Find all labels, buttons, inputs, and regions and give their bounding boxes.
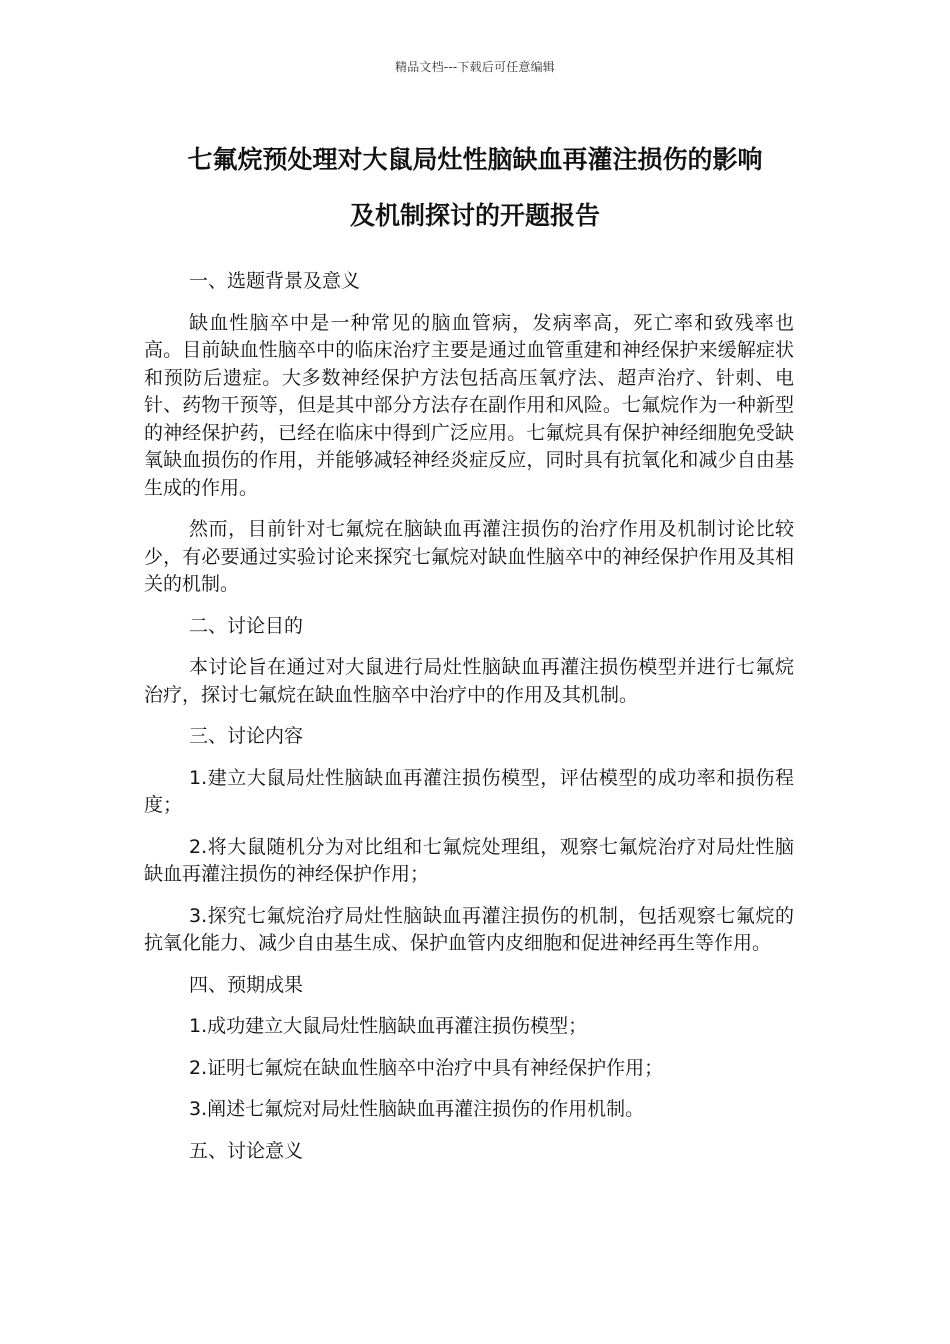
paragraph-background-2: 然而，目前针对七氟烷在脑缺血再灌注损伤的治疗作用及机制讨论比较少，有必要通过实验讨论来探究七氟烷对缺血性脑卒中的神经保护作用及其相关的机制。 [144,518,794,595]
list-item-content-1: 1.建立大鼠局灶性脑缺血再灌注损伤模型，评估模型的成功率和损伤程度； [144,766,794,816]
section-heading-expected-results: 四、预期成果 [189,973,304,996]
document-body [144,268,794,1179]
list-item-content-2: 2.将大鼠随机分为对比组和七氟烷处理组，观察七氟烷治疗对局灶性脑缺血再灌注损伤的神经保护作用； [144,835,794,885]
title-line-2: 及机制探讨的开题报告 [349,201,600,230]
section-heading-purpose: 二、讨论目的 [189,614,304,637]
paragraph-background-1: 缺血性脑卒中是一种常见的脑血管病，发病率高，死亡率和致残率也高。目前缺血性脑卒中的临床治疗主要是通过血管重建和神经保护来缓解症状和预防后遗症。大多数神经保护方法包括高压氧疗法、超声治疗、针刺、电针、药物干预等，但是其中部分方法存在副作用和风险。七氟烷作为一种新型的神经保护药，已经在临床中得到广泛应用。七氟烷具有保护神经细胞免受缺氧缺血损伤的作用，并能够减轻神经炎症反应，同时具有抗氧化和减少自由基生成的作用。 [144,311,794,499]
section-heading-significance: 五、讨论意义 [189,1139,304,1162]
list-item-content-3: 3.探究七氟烷治疗局灶性脑缺血再灌注损伤的机制，包括观察七氟烷的抗氧化能力、减少自由基生成、保护血管内皮细胞和促进神经再生等作用。 [144,904,794,954]
document-title [120,132,830,244]
list-item-result-2: 2.证明七氟烷在缺血性脑卒中治疗中具有神经保护作用； [189,1056,664,1079]
section-heading-content: 三、讨论内容 [189,725,304,747]
paragraph-purpose: 本讨论旨在通过对大鼠进行局灶性脑缺血再灌注损伤模型并进行七氟烷治疗，探讨七氟烷在缺血性脑卒中治疗中的作用及其机制。 [144,656,794,706]
title-line-1: 七氟烷预处理对大鼠局灶性脑缺血再灌注损伤的影响 [187,145,763,174]
header-note: 精品文档---下载后可任意编辑 [395,60,555,74]
list-item-result-3: 3.阐述七氟烷对局灶性脑缺血再灌注损伤的作用机制。 [189,1098,645,1120]
section-heading-background: 一、选题背景及意义 [189,270,361,292]
list-item-result-1: 1.成功建立大鼠局灶性脑缺血再灌注损伤模型； [189,1015,588,1037]
